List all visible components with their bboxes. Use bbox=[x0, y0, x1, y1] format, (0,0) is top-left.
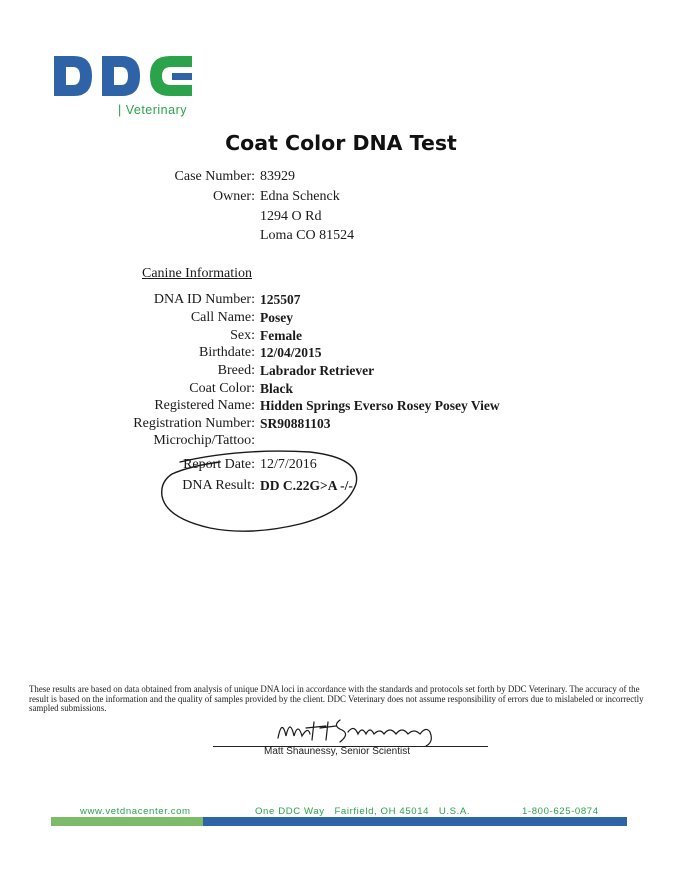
owner-name: Edna Schenck bbox=[260, 189, 340, 204]
registration-number-value: SR90881103 bbox=[260, 416, 331, 431]
report-date-label: Report Date: bbox=[183, 457, 255, 472]
canine-information-heading: Canine Information bbox=[142, 266, 253, 281]
birthdate-value: 12/04/2015 bbox=[260, 345, 322, 360]
birthdate-label: Birthdate: bbox=[199, 345, 255, 360]
report-date-value: 12/7/2016 bbox=[260, 457, 317, 472]
hand-drawn-circle bbox=[150, 444, 370, 544]
case-number-value: 83929 bbox=[260, 169, 295, 184]
logo-subtitle: | Veterinary bbox=[118, 103, 188, 117]
dna-result-label: DNA Result: bbox=[182, 478, 255, 493]
call-name-label: Call Name: bbox=[190, 310, 255, 325]
signer-name-title: Matt Shaunessy, Senior Scientist bbox=[264, 746, 410, 757]
document-title: Coat Color DNA Test bbox=[225, 131, 457, 155]
coat-color-label: Coat Color: bbox=[189, 381, 255, 396]
footer-bar-green bbox=[51, 817, 203, 826]
breed-value: Labrador Retriever bbox=[260, 363, 375, 378]
footer-phone: 1-800-625-0874 bbox=[522, 806, 599, 817]
registered-name-value: Hidden Springs Everso Rosey Posey View bbox=[260, 398, 500, 413]
dna-id-label: DNA ID Number: bbox=[153, 292, 255, 307]
coat-color-value: Black bbox=[260, 381, 294, 396]
owner-address-line2: Loma CO 81524 bbox=[260, 228, 355, 243]
owner-label: Owner: bbox=[213, 189, 255, 204]
footer-address: One DDC Way Fairfield, OH 45014 U.S.A. bbox=[255, 806, 471, 817]
signature-scribble bbox=[270, 712, 450, 748]
registered-name-label: Registered Name: bbox=[154, 398, 255, 413]
owner-address-line1: 1294 O Rd bbox=[260, 209, 322, 224]
breed-label: Breed: bbox=[217, 363, 255, 378]
microchip-tattoo-label: Microchip/Tattoo: bbox=[153, 433, 255, 448]
call-name-value: Posey bbox=[260, 310, 293, 325]
footer-bar-blue bbox=[203, 817, 627, 826]
case-number-label: Case Number: bbox=[174, 169, 255, 184]
footer-website: www.vetdnacenter.com bbox=[80, 806, 191, 817]
dna-result-value: DD C.22G>A -/- bbox=[260, 478, 353, 493]
disclaimer-text: These results are based on data obtained from analysis of unique DNA loci in accordance with the standards and protocols set forth by DDC Veterinary. The accuracy of the result is based on the information and the quality of samples provided by the client. DDC Veterinary does not assume responsibility of errors due to mislabeled or incorrectly sampled submissions. bbox=[29, 684, 644, 714]
sex-value: Female bbox=[260, 328, 302, 343]
dna-id-value: 125507 bbox=[260, 292, 301, 307]
ddc-logo bbox=[52, 54, 194, 102]
sex-label: Sex: bbox=[230, 328, 255, 343]
registration-number-label: Registration Number: bbox=[133, 416, 255, 431]
